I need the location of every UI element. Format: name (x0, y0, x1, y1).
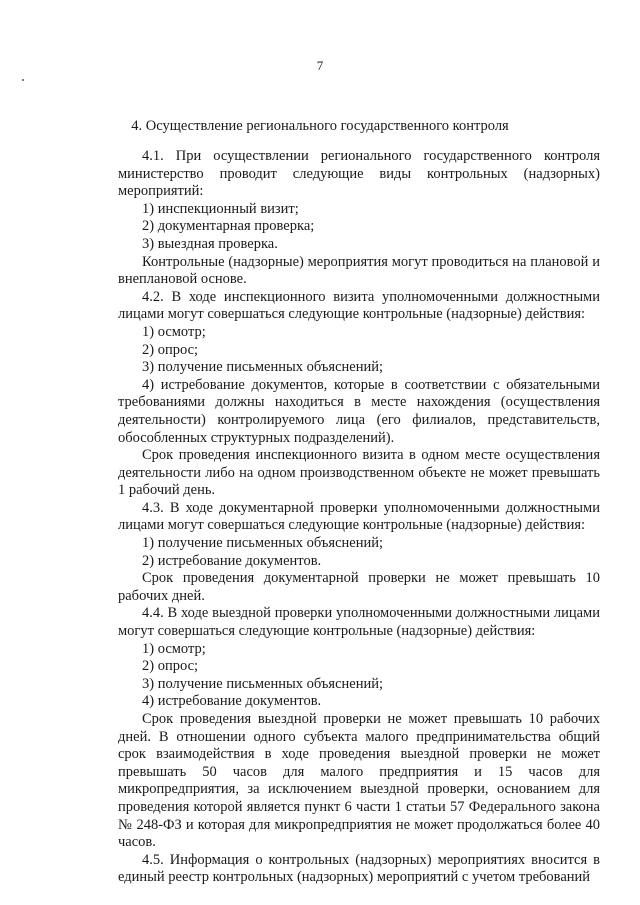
list-item: 3) выездная проверка. (142, 235, 278, 252)
paragraph: Срок проведения инспекционного визита в одном месте осуществления деятельности либо на одном производственном объекте не может превышать 1 рабочий день. (118, 447, 600, 499)
list-item: 3) получение письменных объяснений; (142, 675, 384, 692)
section-title: 4. Осуществление регионального государственного контроля (131, 118, 509, 134)
paragraph: 4.2. В ходе инспекционного визита уполномоченными должностными лицами могут совершаться следующие контрольные (надзорные) действия: (118, 288, 600, 323)
page-number: 7 (316, 58, 324, 73)
scan-speck (22, 79, 24, 81)
list-item: 2) опрос; (142, 658, 199, 675)
list-item: 2) документарная проверка; (142, 218, 315, 235)
document-body (118, 148, 600, 887)
list-item: 2) истребование документов. (142, 552, 322, 569)
list-item: 4) истребование документов. (142, 693, 322, 710)
list-item: 3) получение письменных объяснений; (142, 359, 384, 376)
paragraph: 4.4. В ходе выездной проверки уполномоченными должностными лицами могут совершаться следующие контрольные (надзорные) действия: (118, 605, 600, 640)
list-item: 1) инспекционный визит; (142, 200, 299, 217)
paragraph: 4.5. Информация о контрольных (надзорных) мероприятиях вносится в единый реестр контрольных (надзорных) мероприятий с учетом требований (118, 851, 600, 886)
paragraph: 4.3. В ходе документарной проверки уполномоченными должностными лицами могут совершаться следующие контрольные (надзорные) действия: (118, 499, 600, 534)
paragraph: 4.1. При осуществлении регионального государственного контроля министерство проводит следующие виды контрольных (надзорных) мероприятий: (118, 148, 600, 200)
paragraph: Контрольные (надзорные) мероприятия могут проводиться на плановой и внеплановой основе. (118, 253, 600, 288)
list-item: 1) осмотр; (142, 640, 206, 657)
paragraph: Срок проведения документарной проверки не может превышать 10 рабочих дней. (118, 570, 600, 604)
list-item: 2) опрос; (142, 341, 199, 358)
list-item: 1) осмотр; (142, 323, 206, 340)
paragraph: Срок проведения выездной проверки не может превышать 10 рабочих дней. В отношении одного субъекта малого предпринимательства общий срок взаимодействия в ходе проведения выездной проверки не может превышать 50 часов для малого предприятия и 15 часов для микропредприятия, за исключением выездной проверки, основанием для проведения которой является пункт 6 части 1 статьи 57 Федерального закона № 248-ФЗ и которая для микропредприятия не может продолжаться более 40 часов. (118, 711, 600, 851)
list-item: 1) получение письменных объяснений; (142, 535, 384, 552)
list-item: 4) истребование документов, которые в соответствии с обязательными требованиями должны находиться в месте нахождения (осуществления деятельности) контролируемого лица (его филиалов, представительств, обособленных структурных подразделений). (118, 376, 600, 446)
